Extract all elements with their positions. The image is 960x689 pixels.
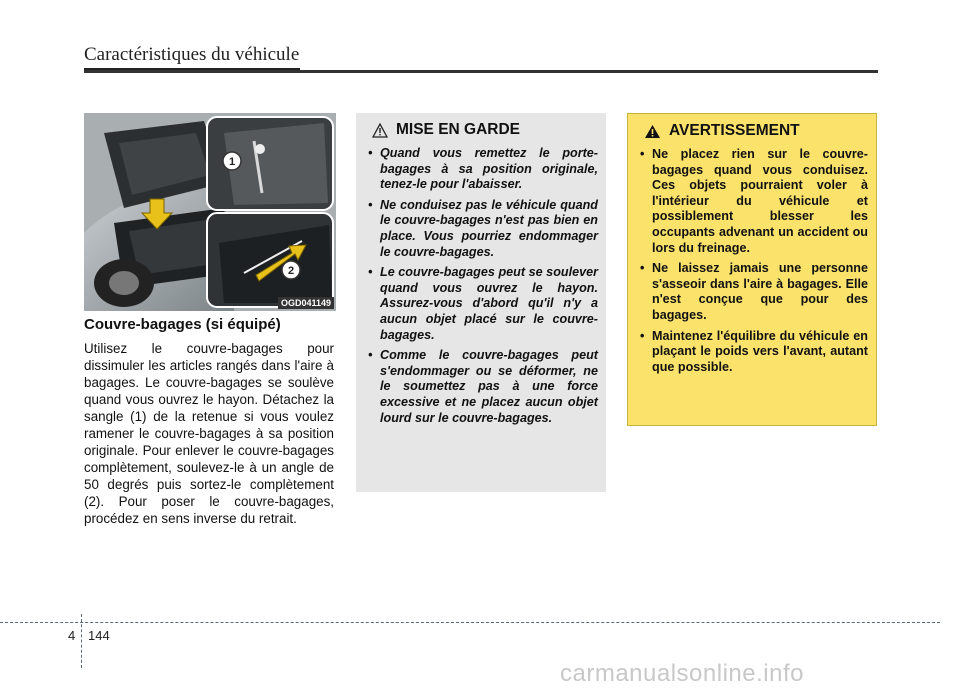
site-watermark: carmanualsonline.info bbox=[560, 660, 804, 687]
warning-item: • Ne laissez jamais une personne s'asseoir dans l'aire à bagages. Elle n'est conçue que pour des bagages. bbox=[638, 261, 868, 323]
warning-title bbox=[644, 122, 868, 140]
callout-2-label: 2 bbox=[287, 265, 295, 277]
header-rule bbox=[84, 70, 878, 73]
warning-list bbox=[638, 147, 868, 375]
footer-rule bbox=[0, 622, 940, 623]
caution-item: • Le couvre-bagages peut se soulever quand vous ouvrez le hayon. Assurez-vous d'abord qu'il n'y a aucun objet placé sur le couvre-bagages. bbox=[366, 265, 598, 343]
warning-item: • Ne placez rien sur le couvre-bagages quand vous conduisez. Ces objets pourraient voler à l'intérieur du véhicule et possiblement blesser les occupants advenant un accident ou lors du freinage. bbox=[638, 147, 868, 256]
footer-divider bbox=[81, 614, 82, 668]
caution-item: • Quand vous remettez le porte-bagages à sa position originale, tenez-le pour l'abaisser. bbox=[366, 146, 598, 193]
caution-item: • Ne conduisez pas le véhicule quand le couvre-bagages n'est pas bien en place. Vous pourriez endommager le couvre-bagages. bbox=[366, 198, 598, 260]
page-number: 144 bbox=[88, 628, 110, 643]
caution-triangle-icon bbox=[372, 123, 388, 138]
caution-box bbox=[356, 113, 606, 492]
warning-triangle-icon bbox=[644, 124, 661, 139]
chapter-number: 4 bbox=[68, 628, 76, 643]
section-heading: Couvre-bagages (si équipé) bbox=[84, 316, 281, 333]
warning-item: • Maintenez l'équilibre du véhicule en plaçant le poids vers l'avant, autant que possible. bbox=[638, 329, 868, 376]
trunk-cover-figure bbox=[84, 113, 336, 311]
caution-item: • Comme le couvre-bagages peut s'endommager ou se déformer, ne le soumettez pas à une force excessive et ne placez aucun objet lourd sur le couvre-bagages. bbox=[366, 348, 598, 426]
callout-1-label: 1 bbox=[228, 156, 236, 168]
caution-title-text: MISE EN GARDE bbox=[396, 121, 521, 138]
caution-title bbox=[372, 121, 598, 139]
section-body-text: Utilisez le couvre-bagages pour dissimuler les articles rangés dans l'aire à bagages. Le couvre-bagages se soulève quand vous ouvrez le hayon. Détachez la sangle (1) de la retenue si vous voulez ramener le couvre-bagages à sa position originale. Pour enlever le couvre-bagages complètement, soulevez-le à un angle de 50 degrés puis sortez-le complètement (2). Pour poser le couvre-bagages, procédez en sens inverse du retrait. bbox=[84, 341, 334, 526]
figure-caption: OGD041149 bbox=[278, 297, 334, 309]
page-header-title: Caractéristiques du véhicule bbox=[84, 44, 300, 65]
caution-list bbox=[366, 146, 598, 426]
warning-title-text: AVERTISSEMENT bbox=[669, 122, 800, 139]
trunk-cover-illustration bbox=[84, 113, 336, 311]
warning-box bbox=[627, 113, 877, 426]
